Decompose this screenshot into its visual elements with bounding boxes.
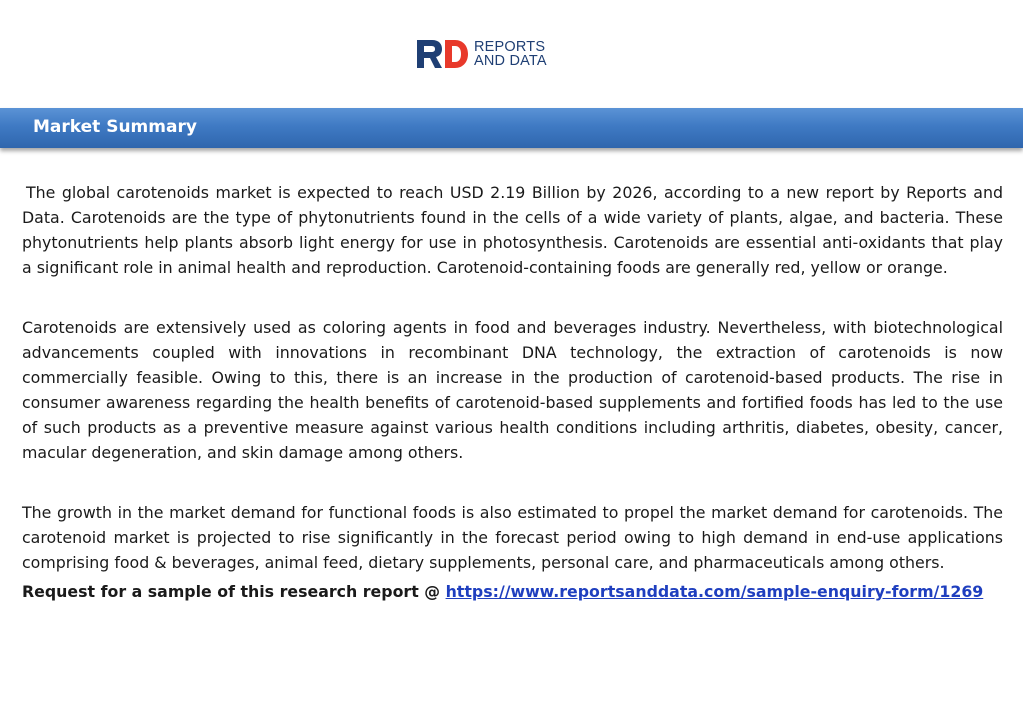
reports-and-data-logo bbox=[416, 36, 566, 72]
section-banner bbox=[0, 108, 1023, 148]
paragraph-2: Carotenoids are extensively used as coloring agents in food and beverages industry. Nevertheless, with biotechnological advancements coupled with innovations in recombinant DNA technology, the extraction of carotenoids is now commercially feasible. Owing to this, there is an increase in the production of carotenoid-based products. The rise in consumer awareness regarding the health benefits of carotenoid-based supplements and fortified foods has led to the use of such products as a preventive measure against various health conditions including arthritis, diabetes, obesity, cancer, macular degeneration, and skin damage among others. bbox=[22, 318, 1003, 462]
sample-enquiry-link[interactable]: https://www.reportsanddata.com/sample-enquiry-form/1269 bbox=[445, 582, 984, 601]
section-title: Market Summary bbox=[33, 117, 197, 137]
content-body bbox=[22, 180, 1003, 604]
logo-line-1: REPORTS bbox=[474, 39, 546, 55]
logo-line-2: AND DATA bbox=[474, 53, 547, 69]
rd-logo-icon bbox=[416, 38, 470, 70]
paragraph-1: The global carotenoids market is expected to reach USD 2.19 Billion by 2026, according to a new report by Reports and Data. Carotenoids are the type of phytonutrients found in the cells of a wide variety of plants, algae, and bacteria. These phytonutrients help plants absorb light energy for use in photosynthesis. Carotenoids are essential anti-oxidants that play a significant role in animal health and reproduction. Carotenoid-containing foods are generally red, yellow or orange. bbox=[22, 183, 1003, 277]
logo-text bbox=[474, 40, 547, 68]
sample-request-line bbox=[22, 579, 1003, 604]
paragraph-3: The growth in the market demand for functional foods is also estimated to propel the market demand for carotenoids. The carotenoid market is projected to rise significantly in the forecast period owing to high demand in end-use applications comprising food & beverages, animal feed, dietary supplements, personal care, and pharmaceuticals among others. bbox=[22, 503, 1003, 572]
sample-request-label: Request for a sample of this research report @ bbox=[22, 582, 446, 601]
